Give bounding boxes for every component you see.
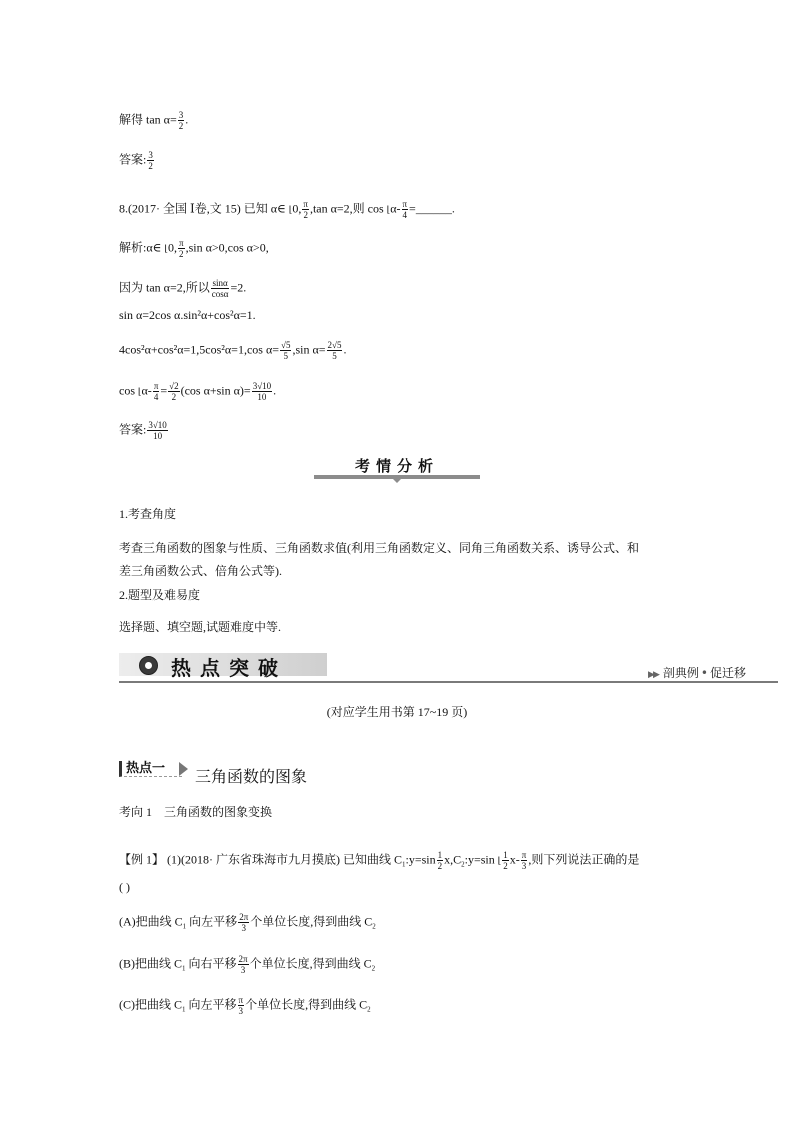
- question-8: [119, 199, 455, 220]
- text: ,sin α>0,cos α>0,: [185, 240, 269, 255]
- option-b: [119, 954, 375, 977]
- denominator: 2: [303, 210, 308, 220]
- target-icon: [139, 656, 158, 675]
- denominator: 4: [402, 210, 408, 220]
- denominator: cosα: [211, 289, 229, 299]
- fraction: [238, 912, 249, 933]
- fraction: [402, 199, 409, 220]
- denominator: 5: [332, 351, 337, 361]
- numerator: π: [303, 199, 308, 209]
- kaoxiang-heading: 考向 1 三角函数的图象变换: [119, 805, 273, 819]
- subscript: 2: [371, 964, 376, 973]
- section-title: 热点突破: [171, 656, 287, 680]
- subscript: 2: [461, 860, 465, 869]
- header-subtitle: [648, 664, 746, 681]
- example-label: 【例 1】: [119, 852, 165, 867]
- text: 0,: [168, 240, 178, 255]
- paragraph-line: 考查三角函数的图象与性质、三角函数求值(利用三角函数定义、同角三角函数关系、诱导公式、和: [119, 541, 639, 555]
- denominator: 3: [521, 861, 527, 871]
- text: 8.(2017· 全国 Ⅰ卷,文 15) 已知 α∈: [119, 201, 286, 216]
- text: =______.: [409, 201, 455, 216]
- cos-expansion-line: [119, 381, 276, 402]
- denominator: 2: [171, 392, 177, 402]
- subscript: 1: [182, 1005, 186, 1014]
- text: 向左平移: [185, 997, 237, 1012]
- bracket-icon: ⌊: [497, 855, 502, 866]
- fraction: [327, 340, 343, 361]
- text: 因为 tan α=2,所以: [119, 280, 210, 295]
- numerator: 3: [178, 110, 184, 120]
- option-c: [119, 995, 371, 1018]
- redian-section-header: [119, 648, 778, 684]
- text: 答案:: [119, 422, 147, 437]
- analysis-line: [119, 238, 269, 259]
- fraction: [211, 278, 230, 299]
- subscript: 2: [367, 1005, 371, 1014]
- text: sin α=2cos α.sin²α+cos²α=1.: [119, 308, 256, 322]
- text: 个单位长度,得到曲线 C: [250, 914, 373, 929]
- text: ,则下列说法正确的是: [528, 852, 640, 867]
- numerator: 2π: [238, 954, 248, 964]
- numerator: π: [238, 995, 244, 1005]
- denominator: 10: [257, 392, 267, 402]
- text: .: [273, 383, 277, 398]
- fraction: [238, 995, 245, 1016]
- numerator: 3√10: [252, 381, 272, 391]
- numerator: π: [153, 381, 159, 391]
- numerator: π: [402, 199, 408, 209]
- numerator: 1: [503, 850, 508, 860]
- denominator: 3: [238, 1006, 244, 1016]
- text: (cos α+sin α)=: [180, 383, 251, 398]
- text: α-: [141, 383, 152, 398]
- example-1-stem: [119, 850, 639, 873]
- solution-result-line: [119, 110, 188, 131]
- denominator: 3: [241, 923, 246, 933]
- text: (B)把曲线 C: [119, 956, 183, 971]
- subheading-difficulty: 2.题型及难易度: [119, 588, 201, 602]
- text: 解析:α∈: [119, 240, 162, 255]
- header-rule: [119, 681, 778, 683]
- page-reference-note: (对应学生用书第 17~19 页): [326, 705, 468, 719]
- subscript: 1: [402, 860, 406, 869]
- text: =2.: [230, 280, 247, 295]
- text: (1)(2018· 广东省珠海市九月摸底) 已知曲线 C: [167, 852, 403, 867]
- triangle-right-icon: [179, 762, 188, 776]
- denominator: 10: [153, 431, 163, 441]
- subscript: 1: [182, 964, 186, 973]
- text: 向左平移: [186, 914, 238, 929]
- paragraph-line: 差三角函数公式、倍角公式等).: [119, 564, 282, 578]
- text: (A)把曲线 C: [119, 914, 183, 929]
- numerator: 2√5: [327, 340, 342, 350]
- text: cos: [119, 383, 135, 398]
- sin-line: [119, 307, 256, 323]
- fraction: [502, 850, 509, 871]
- hotspot-label: 热点一: [119, 761, 182, 777]
- numerator: sinα: [212, 278, 228, 288]
- answer-blank: ( ): [119, 880, 130, 894]
- denominator: 5: [283, 351, 288, 361]
- text: x,C: [444, 852, 462, 867]
- kaoqing-section-header: [314, 455, 480, 481]
- fraction: [521, 850, 528, 871]
- text: 0,: [292, 201, 302, 216]
- section-title: 考情分析: [354, 457, 439, 475]
- denominator: 2: [503, 861, 508, 871]
- bracket-icon: ⌊: [164, 243, 169, 254]
- bracket-icon: ⌊: [138, 386, 142, 397]
- text: :y=sin: [464, 852, 495, 867]
- triangle-down-icon: [393, 479, 401, 483]
- hotspot-title: 三角函数的图象: [195, 767, 308, 786]
- numerator: 2π: [239, 912, 249, 922]
- numerator: 3: [148, 150, 153, 160]
- text: 答案:: [119, 152, 147, 167]
- text: 个单位长度,得到曲线 C: [245, 997, 368, 1012]
- text: :y=sin: [405, 852, 436, 867]
- subtitle-left: 剖典例: [662, 666, 699, 680]
- text: 向右平移: [185, 956, 237, 971]
- because-line: [119, 278, 246, 299]
- fraction: [147, 420, 167, 441]
- fraction: [178, 238, 185, 259]
- numerator: 1: [437, 850, 443, 860]
- numerator: 3√10: [148, 420, 167, 430]
- denominator: 2: [179, 249, 184, 259]
- subheading-angle: 1.考查角度: [119, 507, 177, 521]
- fraction: [178, 110, 185, 131]
- text: =: [160, 383, 168, 398]
- denominator: 2: [148, 161, 153, 171]
- numerator: √2: [169, 381, 179, 391]
- fraction: [147, 150, 154, 171]
- paragraph-line: 选择题、填空题,试题难度中等.: [119, 620, 282, 634]
- option-a: [119, 912, 376, 935]
- text: .: [185, 112, 189, 127]
- fraction: [238, 954, 249, 975]
- subtitle-separator: •: [700, 666, 708, 680]
- numerator: √5: [281, 340, 291, 350]
- text: x-: [509, 852, 520, 867]
- text: 解得 tan α=: [119, 112, 177, 127]
- bracket-icon: ⌊: [288, 204, 293, 215]
- denominator: 2: [178, 121, 184, 131]
- text: 个单位长度,得到曲线 C: [249, 956, 372, 971]
- answer-line-1: [119, 150, 155, 171]
- text: α-: [390, 201, 401, 216]
- answer-line-2: [119, 420, 169, 441]
- text: 4cos²α+cos²α=1,5cos²α=1,cos α=: [119, 342, 279, 357]
- denominator: 3: [240, 965, 246, 975]
- fraction: [252, 381, 272, 402]
- numerator: π: [179, 238, 184, 248]
- text: .: [343, 342, 347, 357]
- text: (C)把曲线 C: [119, 997, 183, 1012]
- denominator: 2: [437, 861, 443, 871]
- fraction: [168, 381, 179, 402]
- bracket-icon: ⌊: [386, 204, 391, 215]
- fraction: [280, 340, 291, 361]
- numerator: π: [521, 850, 527, 860]
- fraction: [437, 850, 444, 871]
- subscript: 1: [182, 922, 187, 931]
- fraction: [153, 381, 160, 402]
- subscript: 2: [372, 922, 376, 931]
- denominator: 4: [153, 392, 159, 402]
- fraction: [302, 199, 309, 220]
- text: ,tan α=2,则 cos: [309, 201, 384, 216]
- text: ,sin α=: [292, 342, 326, 357]
- subtitle-right: 促迁移: [709, 666, 746, 680]
- double-arrow-icon: ▶▶: [648, 670, 658, 680]
- cos-squared-line: [119, 340, 346, 361]
